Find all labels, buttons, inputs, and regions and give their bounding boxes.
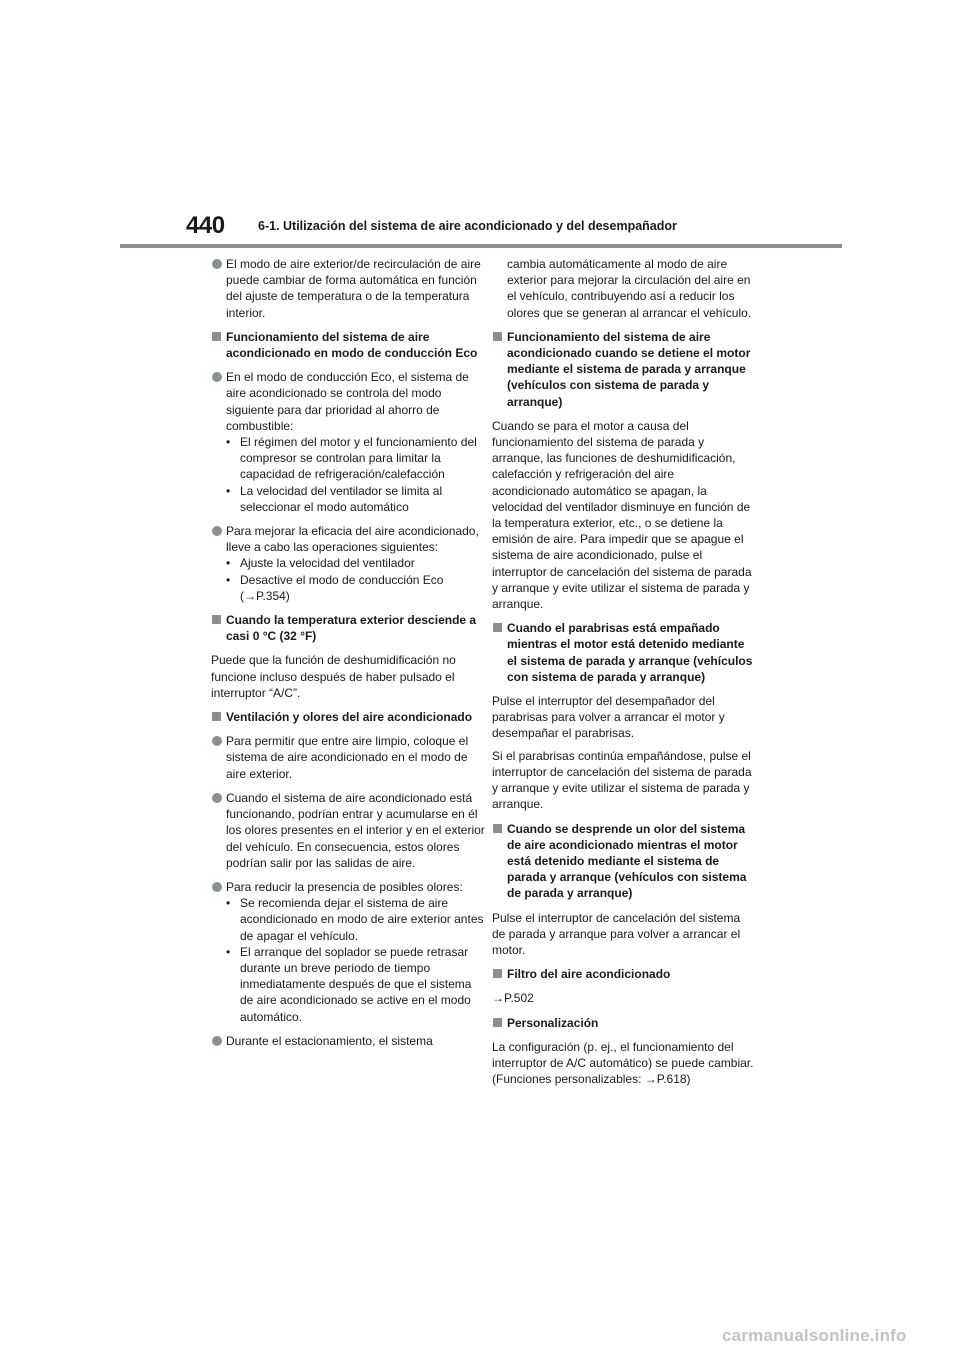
paragraph: Pulse el interruptor del desempañador del parabrisas para volver a arrancar el motor y desempañar el parabrisas. Si el parabrisas continúa empañándose, pulse el interruptor de cancelación del sistema de parada y arranque y evite utilizar el sistema de parada y arranque. [492, 694, 752, 812]
square-bullet-icon [493, 1018, 502, 1027]
bullet-item: Durante el estacionamiento, el sistema [211, 1033, 487, 1049]
circle-bullet-icon [212, 793, 222, 803]
section-heading: Funcionamiento del sistema de aire acondicionado cuando se detiene el motor mediante el sistema de parada y arranque (vehículos con sistema de parada y arranque) [492, 329, 754, 410]
square-bullet-icon [493, 969, 502, 978]
square-bullet-icon [493, 623, 502, 632]
site-watermark: carmanualsonline.info [722, 1326, 907, 1345]
circle-bullet-icon [212, 736, 222, 746]
circle-bullet-icon [212, 1036, 222, 1046]
page-number: 440 [186, 212, 225, 239]
bullet-item: Para permitir que entre aire limpio, coloque el sistema de aire acondicionado en el modo de aire exterior. [211, 733, 487, 782]
paragraph: Cuando se para el motor a causa del funcionamiento del sistema de parada y arranque, las funciones de deshumidificación, calefacción y refrigeración del aire acondicionado automático se apagan, la velocidad del ventilador disminuye en función de la temperatura exterior, etc., o se detiene la emisión de aire. Para impedir que se apague el sistema de aire acondicionado, pulse el interruptor de cancelación del sistema de parada y arranque y evite utilizar el sistema de parada y arranque. [492, 418, 752, 612]
bullet-item: Para reducir la presencia de posibles olores: • Se recomienda dejar el sistema de aire acondicionado en modo de aire exterior antes de apagar el vehículo. • El arranque del soplador se puede retrasar durante un breve periodo de tiempo inmediatamente después de que el sistema de aire acondicionado se active en el modo automático. [211, 879, 487, 1025]
sub-list-item: • Ajuste la velocidad del ventilador [226, 556, 415, 571]
bullet-item: En el modo de conducción Eco, el sistema de aire acondicionado se controla del modo siguiente para dar prioridad al ahorro de combustible: • El régimen del motor y el funcionamiento del compresor se controlan para limitar la capacidad de refrigeración/calefacción • La velocidad del ventilador se limita al seleccionar el modo automático [211, 369, 487, 515]
circle-bullet-icon [212, 372, 222, 382]
section-heading: Filtro del aire acondicionado [492, 966, 754, 982]
sub-list-item: • La velocidad del ventilador se limita al seleccionar el modo automático [226, 483, 443, 514]
paragraph: Pulse el interruptor de cancelación del sistema de parada y arranque para volver a arrancar el motor. [492, 910, 741, 957]
page-header [0, 0, 960, 250]
section-heading: Cuando el parabrisas está empañado mientras el motor está detenido mediante el sistema de parada y arranque (vehículos con sistema de parada y arranque) [492, 620, 754, 685]
section-heading: Funcionamiento del sistema de aire acondicionado en modo de conducción Eco [211, 329, 487, 361]
square-bullet-icon [212, 332, 221, 341]
circle-bullet-icon [212, 882, 222, 892]
section-heading: Personalización [492, 1015, 754, 1031]
section-heading: Cuando se desprende un olor del sistema de aire acondicionado mientras el motor está detenido mediante el sistema de parada y arranque (vehículos con sistema de parada y arranque) [492, 821, 754, 902]
page-reference-link[interactable]: →P.502 [492, 991, 534, 1006]
sub-list-item: • Desactive el modo de conducción Eco [226, 572, 444, 587]
paragraph: La configuración (p. ej., el funcionamiento del interruptor de A/C automático) se puede cambiar. (Funciones personalizables: →P.618) [492, 1039, 754, 1087]
circle-bullet-icon [212, 526, 222, 536]
sub-list-item: • El régimen del motor y el funcionamiento del compresor se controlan para limitar la capacidad de refrigeración/calefacción [226, 435, 477, 482]
square-bullet-icon [212, 615, 221, 624]
paragraph: Puede que la función de deshumidificación no funcione incluso después de haber pulsado el interruptor “A/C”. [211, 653, 456, 700]
bullet-item: Para mejorar la eficacia del aire acondicionado, lleve a cabo las operaciones siguientes: • Ajuste la velocidad del ventilador • Desactive el modo de conducción Eco (→P.354) [211, 523, 487, 604]
circle-bullet-icon [212, 259, 222, 269]
header-divider [120, 244, 842, 248]
chapter-title: 6-1. Utilización del sistema de aire acondicionado y del desempañador [258, 219, 677, 233]
sub-list-item: • Se recomienda dejar el sistema de aire acondicionado en modo de aire exterior antes de apagar el vehículo. [226, 896, 484, 943]
bullet-item: Cuando el sistema de aire acondicionado está funcionando, podrían entrar y acumularse en él los olores presentes en el interior y en el exterior del vehículo. En consecuencia, estos olores podrían salir por las salidas de aire. [211, 790, 487, 871]
left-column [211, 256, 487, 1057]
square-bullet-icon [493, 332, 502, 341]
right-column [492, 256, 754, 1095]
bullet-item: El modo de aire exterior/de recirculación de aire puede cambiar de forma automática en función del ajuste de temperatura o de la temperatura interior. [211, 256, 487, 321]
paragraph-continued: cambia automáticamente al modo de aire exterior para mejorar la circulación del aire en el vehículo, contribuyendo así a reducir los olores que se generan al arrancar el vehículo. [507, 257, 752, 320]
sub-list-item: • El arranque del soplador se puede retrasar durante un breve periodo de tiempo inmediatamente después de que el sistema de aire acondicionado se active en el modo automático. [226, 944, 472, 1024]
section-heading: Cuando la temperatura exterior desciende a casi 0 °C (32 °F) [211, 612, 487, 644]
square-bullet-icon [212, 712, 221, 721]
section-heading: Ventilación y olores del aire acondicionado [211, 709, 487, 725]
square-bullet-icon [493, 824, 502, 833]
page-reference-link[interactable]: (→P.354) [240, 588, 290, 603]
